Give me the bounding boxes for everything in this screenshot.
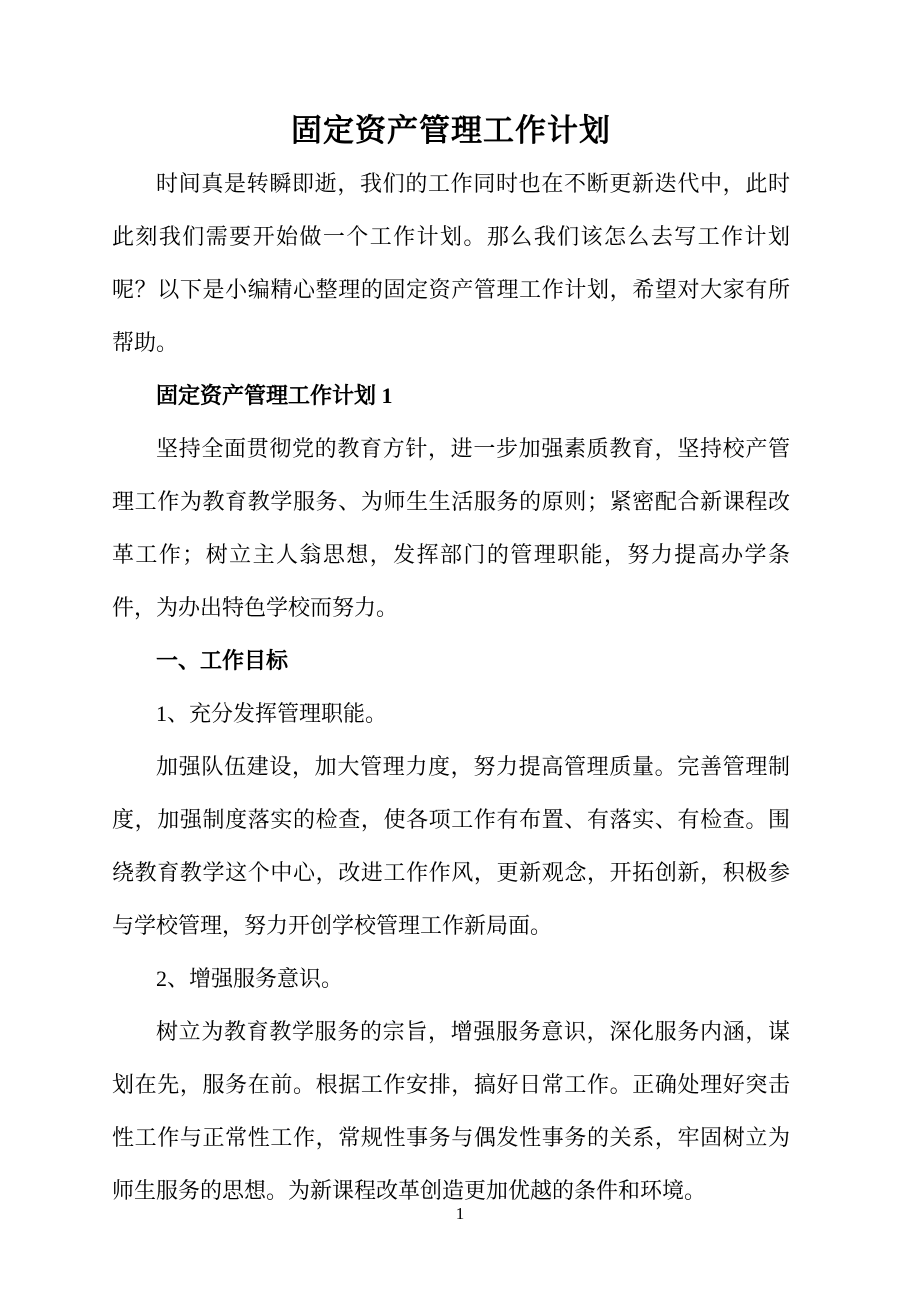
section-heading: 固定资产管理工作计划 1 (156, 383, 393, 408)
document-title: 固定资产管理工作计划 (291, 113, 611, 148)
paragraph: 树立为教育教学服务的宗旨，增强服务意识，深化服务内涵，谋划在先，服务在前。根据工作安排，搞好日常工作。正确处理好突击性工作与正常性工作，常规性事务与偶发性事务的关系，牢固树立为师生服务的思想。为新课程改革创造更加优越的条件和环境。 (112, 1019, 790, 1203)
paragraph: 1、充分发挥管理职能。 (156, 701, 388, 726)
paragraph: 2、增强服务意识。 (156, 966, 344, 991)
section-heading: 一、工作目标 (156, 648, 289, 673)
document-body (112, 157, 790, 1217)
paragraph: 加强队伍建设，加大管理力度，努力提高管理质量。完善管理制度，加强制度落实的检查，使各项工作有布置、有落实、有检查。围绕教育教学这个中心，改进工作作风，更新观念，开拓创新，积极参与学校管理，努力开创学校管理工作新局面。 (112, 754, 790, 938)
paragraph: 坚持全面贯彻党的教育方针，进一步加强素质教育，坚持校产管理工作为教育教学服务、为师生生活服务的原则；紧密配合新课程改革工作；树立主人翁思想，发挥部门的管理职能，努力提高办学条件，为办出特色学校而努力。 (112, 436, 790, 620)
page-number: 1 (455, 1204, 465, 1223)
paragraph: 时间真是转瞬即逝，我们的工作同时也在不断更新迭代中，此时此刻我们需要开始做一个工作计划。那么我们该怎么去写工作计划呢？以下是小编精心整理的固定资产管理工作计划，希望对大家有所帮助。 (112, 171, 790, 355)
